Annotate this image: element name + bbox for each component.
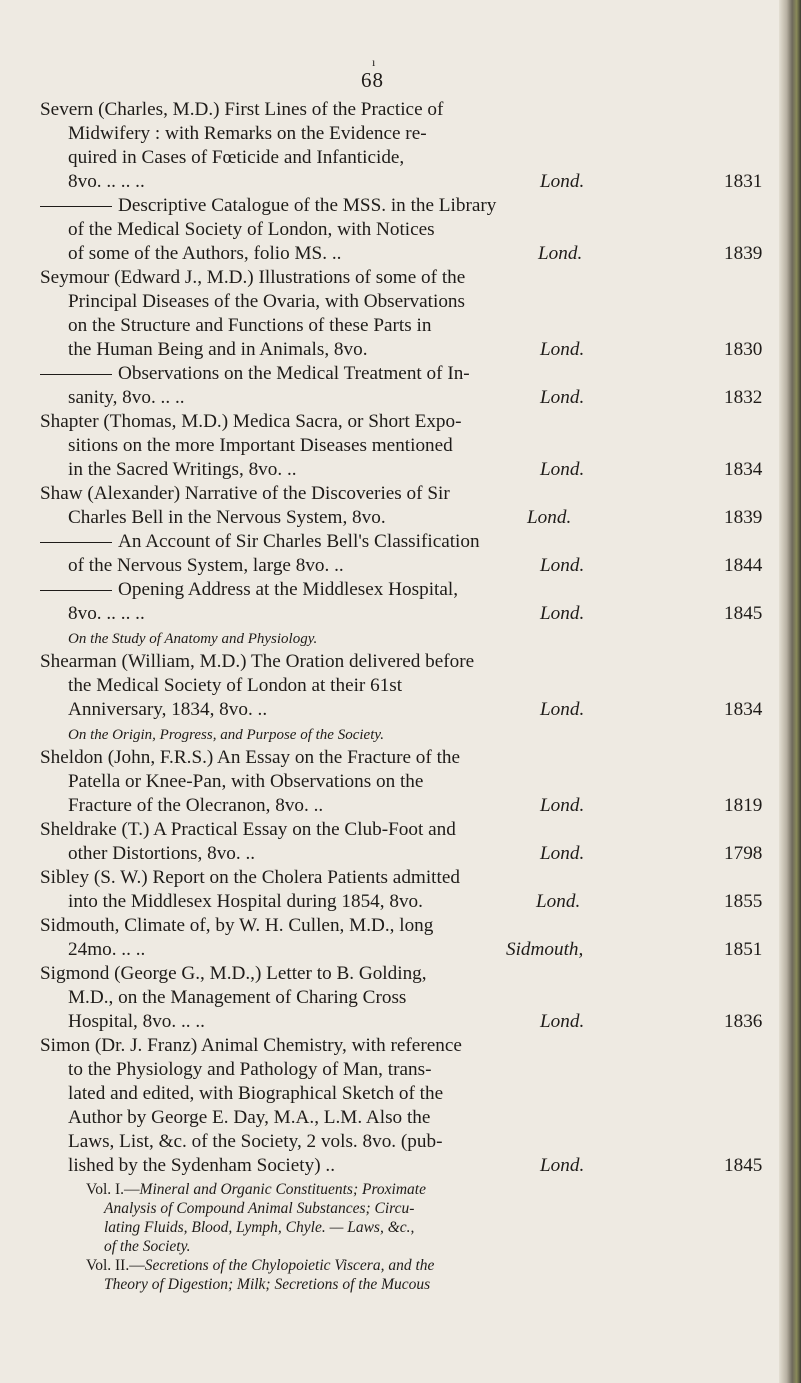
- catalogue-line: [40, 530, 480, 555]
- catalogue-line: [68, 290, 465, 315]
- publication-year: 1834: [724, 699, 763, 720]
- entry-text: Anniversary, 1834, 8vo. ..: [68, 699, 268, 720]
- catalogue-line: [40, 818, 456, 843]
- page-mark: ı: [372, 55, 376, 69]
- place-of-publication: Lond.: [540, 795, 585, 816]
- entry-text: Descriptive Catalogue of the MSS. in the Library: [118, 195, 497, 216]
- publication-year: 1845: [724, 603, 763, 624]
- volume-contents-line: [104, 1237, 191, 1256]
- entry-text: Opening Address at the Middlesex Hospital,: [118, 579, 458, 600]
- entry-text: Shearman (William, M.D.) The Oration delivered before: [40, 651, 475, 672]
- publication-year: 1831: [724, 171, 763, 192]
- place-of-publication: Lond.: [540, 699, 585, 720]
- catalogue-line: [68, 938, 145, 963]
- catalogue-line: [68, 1082, 443, 1107]
- publication-year: 1855: [724, 891, 763, 912]
- entry-text: An Account of Sir Charles Bell's Classification: [118, 531, 480, 552]
- place-of-publication: Lond.: [540, 339, 585, 360]
- catalogue-line: [68, 218, 435, 243]
- entry-text: Shaw (Alexander) Narrative of the Discoveries of Sir: [40, 483, 450, 504]
- publication-year: 1798: [724, 843, 763, 864]
- catalogue-line: [68, 986, 406, 1011]
- volume-contents-line: [86, 1256, 434, 1275]
- catalogue-line: [68, 674, 402, 699]
- catalogue-line: [68, 842, 255, 867]
- catalogue-line: [40, 962, 427, 987]
- entry-text: Sigmond (George G., M.D.,) Letter to B. Golding,: [40, 963, 427, 984]
- catalogue-line: [68, 506, 386, 531]
- place-of-publication: Lond.: [540, 843, 585, 864]
- volume-label: Vol. II.—: [86, 1257, 145, 1274]
- entry-text: Hospital, 8vo. .. ..: [68, 1011, 205, 1032]
- entry-text: sanity, 8vo. .. ..: [68, 387, 185, 408]
- volume-contents-line: [104, 1218, 414, 1237]
- catalogue-line: [40, 746, 460, 771]
- catalogue-line: [68, 434, 453, 459]
- page-edge-binding: [779, 0, 801, 1383]
- catalogue-line: [40, 482, 450, 507]
- entry-text: 8vo. .. .. ..: [68, 603, 145, 624]
- catalogue-line: [68, 770, 423, 795]
- entry-text: quired in Cases of Fœticide and Infanticide,: [68, 147, 405, 168]
- catalogue-line: [68, 314, 431, 339]
- entry-text: Sidmouth, Climate of, by W. H. Cullen, M.D., long: [40, 915, 434, 936]
- place-of-publication: Lond.: [540, 1155, 585, 1176]
- entry-text: Charles Bell in the Nervous System, 8vo.: [68, 507, 386, 528]
- ditto-dash: [40, 590, 112, 591]
- catalogue-line: [68, 146, 404, 171]
- entry-text: lished by the Sydenham Society) ..: [68, 1155, 335, 1176]
- publication-year: 1839: [724, 243, 763, 264]
- publication-year: 1851: [724, 939, 763, 960]
- publication-year: 1832: [724, 387, 763, 408]
- publication-year: 1845: [724, 1155, 763, 1176]
- publication-year: 1844: [724, 555, 763, 576]
- ditto-dash: [40, 374, 112, 375]
- catalogue-line: [68, 794, 323, 819]
- ditto-dash: [40, 542, 112, 543]
- entry-text: Midwifery : with Remarks on the Evidence re-: [68, 123, 427, 144]
- catalogue-line: [40, 1034, 462, 1059]
- volume-contents: Theory of Digestion; Milk; Secretions of the Mucous: [104, 1276, 431, 1293]
- volume-contents: Mineral and Organic Constituents; Proximate: [139, 1181, 426, 1198]
- catalogue-line: [68, 242, 341, 267]
- catalogue-line: [40, 194, 496, 219]
- entry-text: Sheldrake (T.) A Practical Essay on the Club-Foot and: [40, 819, 456, 840]
- place-of-publication: Lond.: [538, 243, 583, 264]
- entry-text: Author by George E. Day, M.A., L.M. Also the: [68, 1107, 431, 1128]
- entry-text: other Distortions, 8vo. ..: [68, 843, 256, 864]
- catalogue-line: [68, 698, 267, 723]
- subject-note: On the Origin, Progress, and Purpose of the Society.: [68, 727, 384, 743]
- publication-year: 1819: [724, 795, 763, 816]
- place-of-publication: Lond.: [540, 603, 585, 624]
- volume-contents: of the Society.: [104, 1238, 191, 1255]
- catalogue-line: [68, 1130, 442, 1155]
- entry-text: Seymour (Edward J., M.D.) Illustrations of some of the: [40, 267, 466, 288]
- entry-text: Laws, List, &c. of the Society, 2 vols. 8vo. (pub-: [68, 1131, 443, 1152]
- catalogue-line: [68, 554, 344, 579]
- catalogue-line: [40, 266, 465, 291]
- place-of-publication: Lond.: [540, 387, 585, 408]
- catalogue-line: [68, 1154, 335, 1179]
- catalogue-line: [68, 890, 423, 915]
- entry-text: Simon (Dr. J. Franz) Animal Chemistry, with reference: [40, 1035, 462, 1056]
- ditto-dash: [40, 206, 112, 207]
- publication-year: 1830: [724, 339, 763, 360]
- catalogue-line: [40, 578, 458, 603]
- volume-contents: Analysis of Compound Animal Substances; Circu-: [104, 1200, 415, 1217]
- page-number: 68: [361, 68, 384, 92]
- entry-text: in the Sacred Writings, 8vo. ..: [68, 459, 297, 480]
- catalogue-line: [68, 602, 145, 627]
- entry-text: Patella or Knee-Pan, with Observations on the: [68, 771, 424, 792]
- volume-label: Vol. I.—: [86, 1181, 140, 1198]
- place-of-publication: Lond.: [540, 171, 585, 192]
- publication-year: 1839: [724, 507, 763, 528]
- entry-text: lated and edited, with Biographical Sketch of the: [68, 1083, 444, 1104]
- entry-text: M.D., on the Management of Charing Cross: [68, 987, 407, 1008]
- volume-contents: lating Fluids, Blood, Lymph, Chyle. — Laws, &c.,: [104, 1219, 415, 1236]
- catalogue-line: [40, 362, 470, 387]
- entry-text: sitions on the more Important Diseases mentioned: [68, 435, 453, 456]
- place-of-publication: Lond.: [540, 555, 585, 576]
- entry-text: 24mo. .. ..: [68, 939, 146, 960]
- place-of-publication: Lond.: [540, 459, 585, 480]
- entry-text: of some of the Authors, folio MS. ..: [68, 243, 342, 264]
- entry-text: Shapter (Thomas, M.D.) Medica Sacra, or Short Expo-: [40, 411, 462, 432]
- entry-text: of the Nervous System, large 8vo. ..: [68, 555, 344, 576]
- place-of-publication: Lond.: [536, 891, 581, 912]
- entry-text: Observations on the Medical Treatment of In-: [118, 363, 470, 384]
- catalogue-line: [40, 650, 474, 675]
- catalogue-line: [68, 458, 297, 483]
- catalogue-line: [68, 122, 427, 147]
- entry-text: Principal Diseases of the Ovaria, with Observations: [68, 291, 465, 312]
- entry-text: Fracture of the Olecranon, 8vo. ..: [68, 795, 324, 816]
- place-of-publication: Lond.: [540, 1011, 585, 1032]
- catalogue-line: [68, 170, 145, 195]
- volume-contents-line: [104, 1275, 430, 1294]
- entry-text: of the Medical Society of London, with Notices: [68, 219, 435, 240]
- entry-text: the Human Being and in Animals, 8vo.: [68, 339, 368, 360]
- volume-contents-line: [86, 1180, 426, 1199]
- entry-text: the Medical Society of London at their 61st: [68, 675, 403, 696]
- subject-note: On the Study of Anatomy and Physiology.: [68, 631, 318, 647]
- entry-text: into the Middlesex Hospital during 1854, 8vo.: [68, 891, 423, 912]
- catalogue-line: [68, 1106, 430, 1131]
- volume-contents: Secretions of the Chylopoietic Viscera, and the: [144, 1257, 435, 1274]
- publication-year: 1834: [724, 459, 763, 480]
- catalogue-line: [40, 410, 462, 435]
- catalogue-line: [68, 386, 185, 411]
- entry-text: 8vo. .. .. ..: [68, 171, 145, 192]
- publication-year: 1836: [724, 1011, 763, 1032]
- entry-text: Sheldon (John, F.R.S.) An Essay on the Fracture of the: [40, 747, 461, 768]
- entry-text: on the Structure and Functions of these Parts in: [68, 315, 432, 336]
- catalogue-line: [40, 914, 433, 939]
- catalogue-line: [68, 1010, 205, 1035]
- volume-contents-line: [104, 1199, 414, 1218]
- entry-text: Sibley (S. W.) Report on the Cholera Patients admitted: [40, 867, 460, 888]
- entry-text: Severn (Charles, M.D.) First Lines of the Practice of: [40, 99, 444, 120]
- catalogue-line: [68, 338, 368, 363]
- place-of-publication: Sidmouth,: [506, 939, 584, 960]
- catalogue-line: [40, 98, 443, 123]
- place-of-publication: Lond.: [527, 507, 572, 528]
- catalogue-line: [68, 1058, 431, 1083]
- catalogue-line: [40, 866, 460, 891]
- entry-text: to the Physiology and Pathology of Man, trans-: [68, 1059, 432, 1080]
